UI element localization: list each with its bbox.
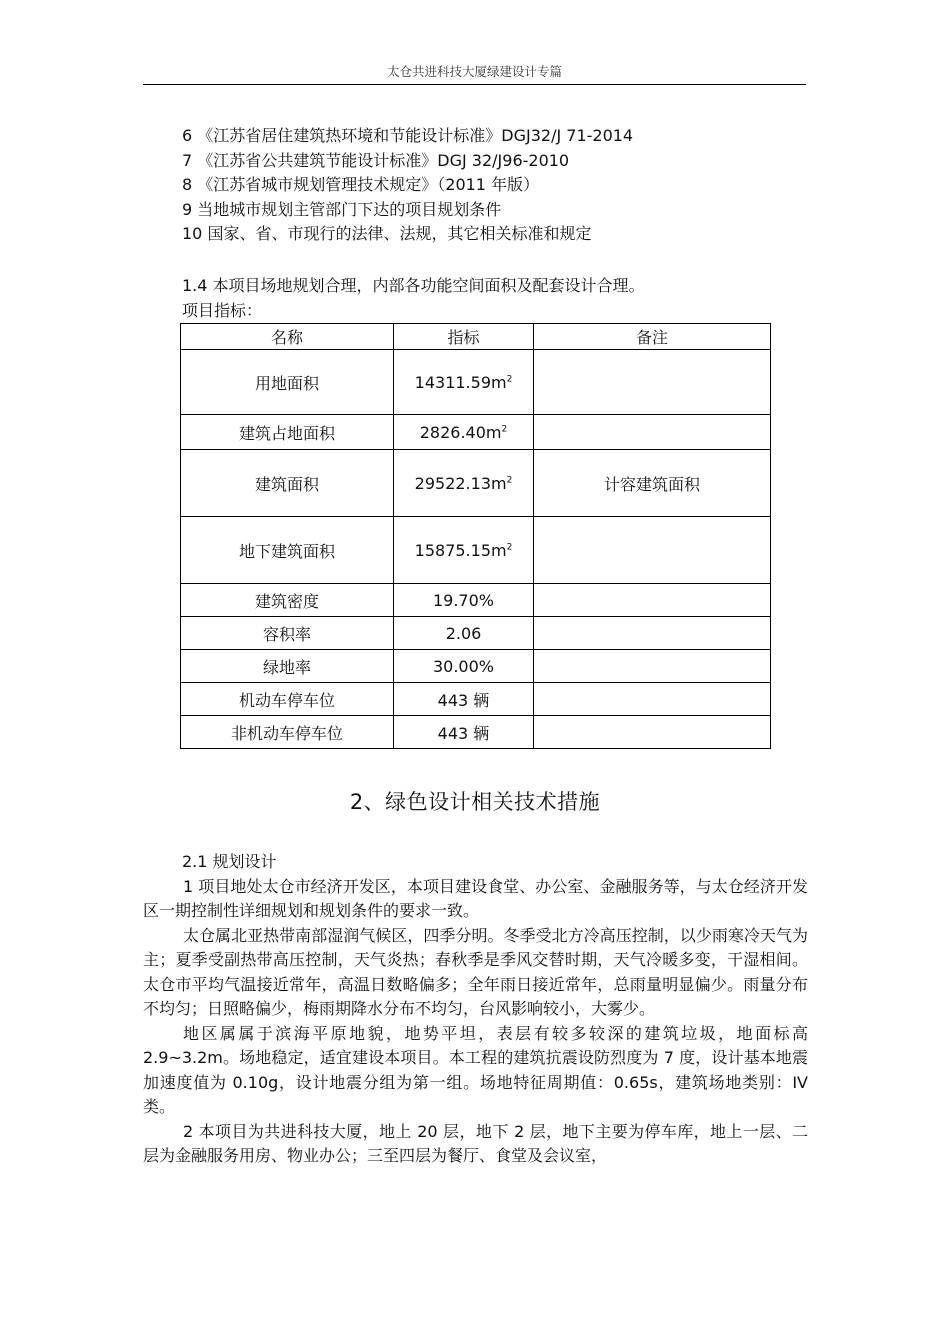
header-rule [143, 84, 806, 85]
table-row [181, 650, 771, 683]
header-note: 备注 [534, 324, 771, 350]
table-row [181, 584, 771, 617]
row-value: $14311.59m^2$ [394, 350, 534, 415]
page-header: 太仓共进科技大厦绿建设计专篇 [386, 64, 562, 79]
table-row [181, 415, 771, 450]
row-name: 非机动车停车位 [181, 716, 394, 749]
table-row [181, 683, 771, 716]
paragraph: 太仓属北亚热带南部湿润气候区，四季分明。冬季受北方冷高压控制，以少雨寒冷天气为主；夏季受副热带高压控制，天气炎热；春秋季是季风交替时期，天气冷暖多变，干湿相间。太仓市平均气温接近常年，高温日数略偏多；全年雨日接近常年，总雨量明显偏少。雨量分布不均匀；日照略偏少，梅雨期降水分布不均匀，台风影响较小，大雾少。 [143, 925, 808, 1018]
row-note [534, 517, 771, 584]
section-1-4: 1.4 本项目场地规划合理，内部各功能空间面积及配套设计合理。 [182, 276, 645, 295]
row-name: 建筑密度 [181, 584, 394, 617]
row-value: 19.70% [394, 584, 534, 617]
row-note [534, 415, 771, 450]
table-row [181, 617, 771, 650]
row-name: 绿地率 [181, 650, 394, 683]
body-text [143, 850, 808, 1169]
table-row [181, 350, 771, 415]
header-name: 名称 [181, 324, 394, 350]
paragraph: 地区属属于滨海平原地貌，地势平坦，表层有较多较深的建筑垃圾，地面标高 2.9~3.2m。场地稳定，适宜建设本项目。本工程的建筑抗震设防烈度为 7 度，设计基本地震加速度值为 0.10g，设计地震分组为第一组。场地特征周期值：0.65s，建筑场地类别：IV 类。 [143, 1023, 808, 1116]
row-name: 容积率 [181, 617, 394, 650]
indicators-table [180, 323, 771, 749]
row-value: $2826.40m^2$ [394, 415, 534, 450]
table-row [181, 517, 771, 584]
row-note [534, 584, 771, 617]
table-row [181, 716, 771, 749]
header-value: 指标 [394, 324, 534, 350]
row-value: 443 辆 [394, 683, 534, 716]
row-value: $15875.15m^2$ [394, 517, 534, 584]
paragraph: 1 项目地处太仓市经济开发区，本项目建设食堂、办公室、金融服务等，与太仓经济开发区一期控制性详细规划和规划条件的要求一致。 [143, 876, 808, 920]
table-row [181, 450, 771, 517]
row-note [534, 650, 771, 683]
row-value: 443 辆 [394, 716, 534, 749]
reference-item: 6 《江苏省居住建筑热环境和节能设计标准》DGJ32/J 71-2014 [182, 126, 634, 145]
row-note [534, 350, 771, 415]
reference-item: 10 国家、省、市现行的法律、法规，其它相关标准和规定 [182, 224, 592, 243]
section-2-1-heading: 2.1 规划设计 [182, 852, 277, 871]
row-name: 机动车停车位 [181, 683, 394, 716]
row-note [534, 617, 771, 650]
row-value: $29522.13m^2$ [394, 450, 534, 517]
row-note [534, 716, 771, 749]
reference-list [182, 124, 633, 247]
row-name: 用地面积 [181, 350, 394, 415]
row-value: 2.06 [394, 617, 534, 650]
row-name: 建筑占地面积 [181, 415, 394, 450]
reference-item: 8 《江苏省城市规划管理技术规定》（2011 年版） [182, 175, 540, 194]
table-header-row [181, 324, 771, 350]
row-note: 计容建筑面积 [534, 450, 771, 517]
row-name: 地下建筑面积 [181, 517, 394, 584]
reference-item: 7 《江苏省公共建筑节能设计标准》DGJ 32/J96-2010 [182, 150, 570, 170]
row-note [534, 683, 771, 716]
paragraph: 2 本项目为共进科技大厦，地上 20 层，地下 2 层，地下主要为停车库，地上一层、二层为金融服务用房、物业办公；三至四层为餐厅、食堂及会议室， [143, 1121, 808, 1165]
row-name: 建筑面积 [181, 450, 394, 517]
section-2-heading: 2、绿色设计相关技术措施 [349, 790, 601, 814]
row-value: 30.00% [394, 650, 534, 683]
indicators-label: 项目指标： [182, 301, 263, 320]
reference-item: 9 当地城市规划主管部门下达的项目规划条件 [182, 199, 502, 219]
